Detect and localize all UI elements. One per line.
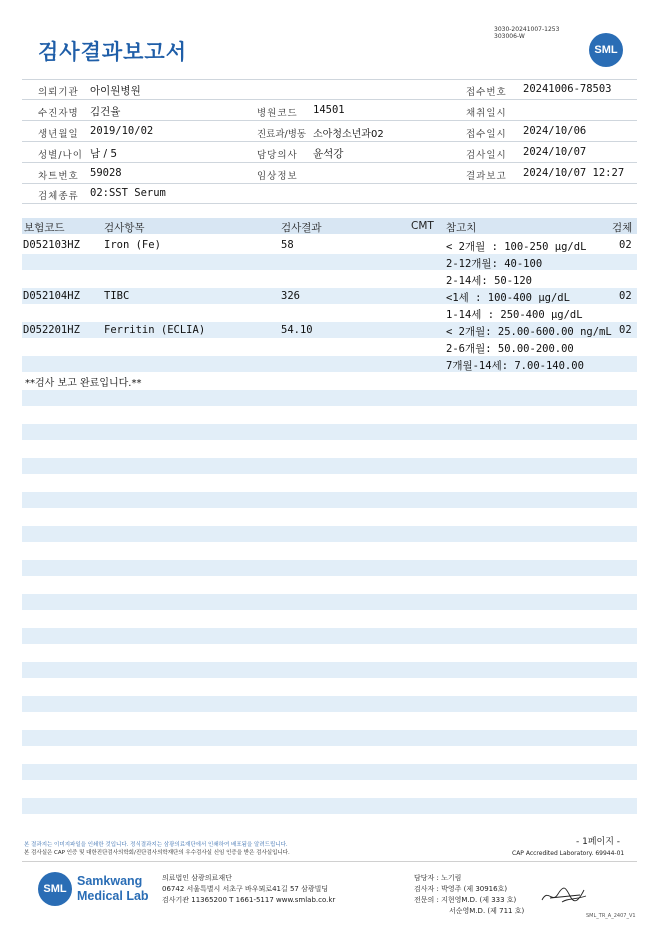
birth-value: 2019/10/02 xyxy=(90,125,154,137)
hospital-code-label: 병원코드 xyxy=(257,108,298,119)
cell-item: TIBC xyxy=(104,290,130,302)
cell-ref: 7개월-14세: 7.00-140.00 xyxy=(446,360,584,372)
doctor-value: 윤석강 xyxy=(313,148,344,160)
cell-ref: < 2개월: 25.00-600.00 ng/mL xyxy=(446,326,612,338)
lab-name-line2: Medical Lab xyxy=(77,889,149,903)
receipt-no-value: 20241006-78503 xyxy=(523,83,612,95)
form-code: SML_TR_A_2407_V1 xyxy=(586,913,636,919)
col-specimen: 검체 xyxy=(612,222,633,234)
table-row-stripe xyxy=(22,254,637,270)
report-date-value: 2024/10/07 12:27 xyxy=(523,167,625,179)
cell-code: D052104HZ xyxy=(23,290,80,302)
cell-result: 58 xyxy=(281,239,294,251)
receipt-date-value: 2024/10/06 xyxy=(523,125,587,137)
table-row-stripe xyxy=(22,526,637,542)
divider xyxy=(22,141,637,142)
table-row-stripe xyxy=(22,492,637,508)
lab-org: 의료법인 삼광의료재단 xyxy=(162,874,232,882)
test-date-label: 검사일시 xyxy=(466,150,507,161)
results-table-header xyxy=(22,218,637,234)
staff-manager: 담당자 : 노기림 xyxy=(414,874,462,882)
specimen-value: 02:SST Serum xyxy=(90,187,166,199)
divider xyxy=(22,79,637,80)
lab-street: 06742 서울특별시 서초구 바우뫼로41길 57 삼광빌딩 xyxy=(162,885,329,893)
completion-note: **검사 보고 완료입니다.** xyxy=(25,378,142,389)
staff-specialist1: 전문의 : 지현영M.D. (제 333 호) xyxy=(414,896,517,904)
chart-no-value: 59028 xyxy=(90,167,122,179)
cell-specimen: 02 xyxy=(619,290,632,302)
table-row-stripe xyxy=(22,458,637,474)
report-date-label: 결과보고 xyxy=(466,171,507,182)
sml-logo: SML xyxy=(589,33,623,67)
cell-result: 326 xyxy=(281,290,300,302)
patient-label: 수진자명 xyxy=(38,108,79,119)
staff-list xyxy=(414,873,524,917)
table-row-stripe xyxy=(22,798,637,814)
cell-ref: 1-14세 : 250-400 µg/dL xyxy=(446,309,583,321)
table-row-stripe xyxy=(22,662,637,678)
footer-note-line1: 본 결과지는 이미지파일을 인쇄한 것입니다. 정식결과지는 삼광의료재단에서 인쇄하여 배포됨을 알려드립니다. xyxy=(24,842,288,848)
divider xyxy=(22,120,637,121)
lab-name-line1: Samkwang xyxy=(77,874,143,888)
col-result: 검사결과 xyxy=(281,222,322,234)
dept-label: 진료과/병동 xyxy=(257,129,307,140)
cell-ref: 2-12개월: 40-100 xyxy=(446,258,543,270)
footer-divider xyxy=(22,861,637,862)
receipt-no-label: 접수번호 xyxy=(466,87,507,98)
cell-specimen: 02 xyxy=(619,239,632,251)
table-row-stripe xyxy=(22,764,637,780)
specimen-label: 검체종류 xyxy=(38,191,79,202)
cell-ref: 2-6개월: 50.00-200.00 xyxy=(446,343,574,355)
divider xyxy=(22,203,637,204)
table-row-stripe xyxy=(22,628,637,644)
sml-logo-footer: SML xyxy=(38,872,72,906)
col-ref: 참고치 xyxy=(446,222,477,234)
signature-icon xyxy=(540,884,590,906)
cell-code: D052103HZ xyxy=(23,239,80,251)
cell-ref: <1세 : 100-400 µg/dL xyxy=(446,292,570,304)
footer-note xyxy=(24,841,290,857)
document-id-line1: 3030-20241007-1253 xyxy=(494,26,560,33)
test-date-value: 2024/10/07 xyxy=(523,146,587,158)
dept-value: 소아청소년과02 xyxy=(313,129,384,140)
lab-name xyxy=(77,874,149,904)
clinical-label: 임상정보 xyxy=(257,171,298,182)
divider xyxy=(22,183,637,184)
table-row-stripe xyxy=(22,390,637,406)
col-code: 보험코드 xyxy=(24,222,65,234)
lab-address xyxy=(162,873,335,906)
hospital-code-value: 14501 xyxy=(313,104,345,116)
sex-age-label: 성별/나이 xyxy=(38,150,83,161)
birth-label: 생년월일 xyxy=(38,129,79,140)
col-item: 검사항목 xyxy=(104,222,145,234)
cell-code: D052201HZ xyxy=(23,324,80,336)
receipt-date-label: 접수일시 xyxy=(466,129,507,140)
cap-accreditation: CAP Accredited Laboratory. 69944-01 xyxy=(512,850,625,857)
col-cmt: CMT xyxy=(411,220,434,232)
table-row-stripe xyxy=(22,696,637,712)
staff-tester: 검사자 : 박영주 (제 30916호) xyxy=(414,885,508,893)
document-id xyxy=(494,26,559,40)
table-row-stripe xyxy=(22,424,637,440)
patient-value: 김건율 xyxy=(90,106,121,118)
divider xyxy=(22,99,637,100)
table-row-stripe xyxy=(22,594,637,610)
page-number: - 1페이지 - xyxy=(576,837,621,847)
table-row-stripe xyxy=(22,730,637,746)
divider xyxy=(22,162,637,163)
collect-date-label: 채취일시 xyxy=(466,108,507,119)
cell-item: Iron (Fe) xyxy=(104,239,161,251)
sex-age-value: 남 / 5 xyxy=(90,148,118,160)
cell-result: 54.10 xyxy=(281,324,313,336)
cell-item: Ferritin (ECLIA) xyxy=(104,324,206,336)
cell-ref: 2-14세: 50-120 xyxy=(446,275,533,287)
staff-specialist2: 서순영M.D. (제 711 호) xyxy=(449,907,525,915)
table-row-stripe xyxy=(22,560,637,576)
hospital-label: 의뢰기관 xyxy=(38,87,79,98)
hospital-value: 아이원병원 xyxy=(90,85,141,97)
doctor-label: 담당의사 xyxy=(257,150,298,161)
footer-note-line2: 본 검사실은 CAP 인증 및 대한진단검사의학회/진단검사의학재단의 우수검사실 신임 인증을 받은 검사실입니다. xyxy=(24,850,290,856)
report-title: 검사결과보고서 xyxy=(38,40,188,64)
chart-no-label: 차트번호 xyxy=(38,171,79,182)
cell-specimen: 02 xyxy=(619,324,632,336)
lab-contact: 검사기관 11365200 T 1661-5117 www.smlab.co.kr xyxy=(162,896,336,904)
cell-ref: < 2개월 : 100-250 µg/dL xyxy=(446,241,587,253)
document-id-line2: 303006-W xyxy=(494,33,525,40)
